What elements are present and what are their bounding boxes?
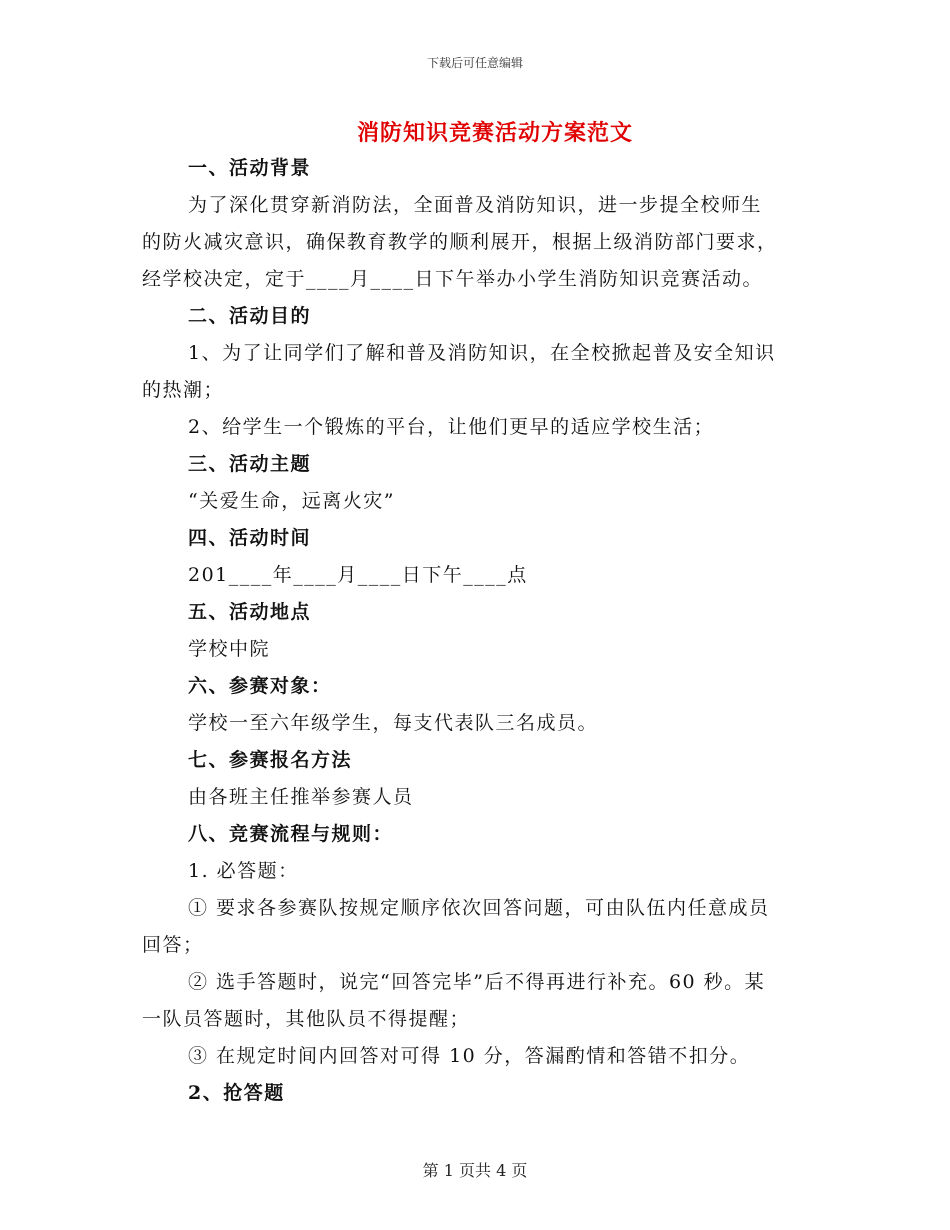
header-note: 下载后可任意编辑 [426, 56, 523, 70]
section-heading: 二、活动目的 [188, 305, 312, 327]
paragraph-line: 2、给学生一个锻炼的平台，让他们更早的适应学校生活； [188, 416, 715, 438]
paragraph-line: 由各班主任推举参赛人员 [188, 786, 414, 808]
section-heading: 八、竞赛流程与规则： [188, 823, 394, 845]
paragraph-line: 学校中院 [188, 638, 271, 660]
page-footer: 第 1 页共 4 页 [422, 1161, 528, 1180]
paragraph-line: 的防火减灾意识，确保教育教学的顺利展开，根据上级消防部门要求， [142, 231, 778, 253]
section-heading: 三、活动主题 [188, 453, 312, 475]
section-heading: 七、参赛报名方法 [188, 749, 353, 771]
paragraph-line: 为了深化贯穿新消防法，全面普及消防知识，进一步提全校师生 [188, 194, 763, 216]
paragraph-line: 1. 必答题： [188, 860, 299, 882]
paragraph-line: 的热潮； [142, 379, 225, 401]
document-body [142, 150, 810, 1112]
paragraph-line: 一队员答题时，其他队员不得提醒； [142, 1008, 471, 1030]
paragraph-line: 1、为了让同学们了解和普及消防知识，在全校掀起普及安全知识 [188, 342, 776, 364]
paragraph-line: 经学校决定，定于____月____日下午举办小学生消防知识竞赛活动。 [142, 268, 764, 290]
paragraph-line: ① 要求各参赛队按规定顺序依次回答问题，可由队伍内任意成员 [188, 897, 770, 919]
paragraph-line: 学校一至六年级学生，每支代表队三名成员。 [188, 712, 599, 734]
section-heading: 六、参赛对象： [188, 675, 332, 697]
section-heading: 一、活动背景 [188, 157, 312, 179]
section-heading: 2、抢答题 [188, 1082, 285, 1104]
section-heading: 四、活动时间 [188, 527, 312, 549]
paragraph-line: 回答； [142, 934, 204, 956]
paragraph-line: ③ 在规定时间内回答对可得 10 分，答漏酌情和答错不扣分。 [188, 1045, 751, 1067]
paragraph-line: 201____年____月____日下午____点 [188, 564, 528, 586]
document-title: 消防知识竞赛活动方案范文 [356, 120, 633, 146]
paragraph-line: ② 选手答题时，说完“回答完毕”后不得再进行补充。60 秒。某 [188, 971, 766, 993]
paragraph-line: “关爱生命，远离火灾” [188, 490, 395, 512]
section-heading: 五、活动地点 [188, 601, 312, 623]
